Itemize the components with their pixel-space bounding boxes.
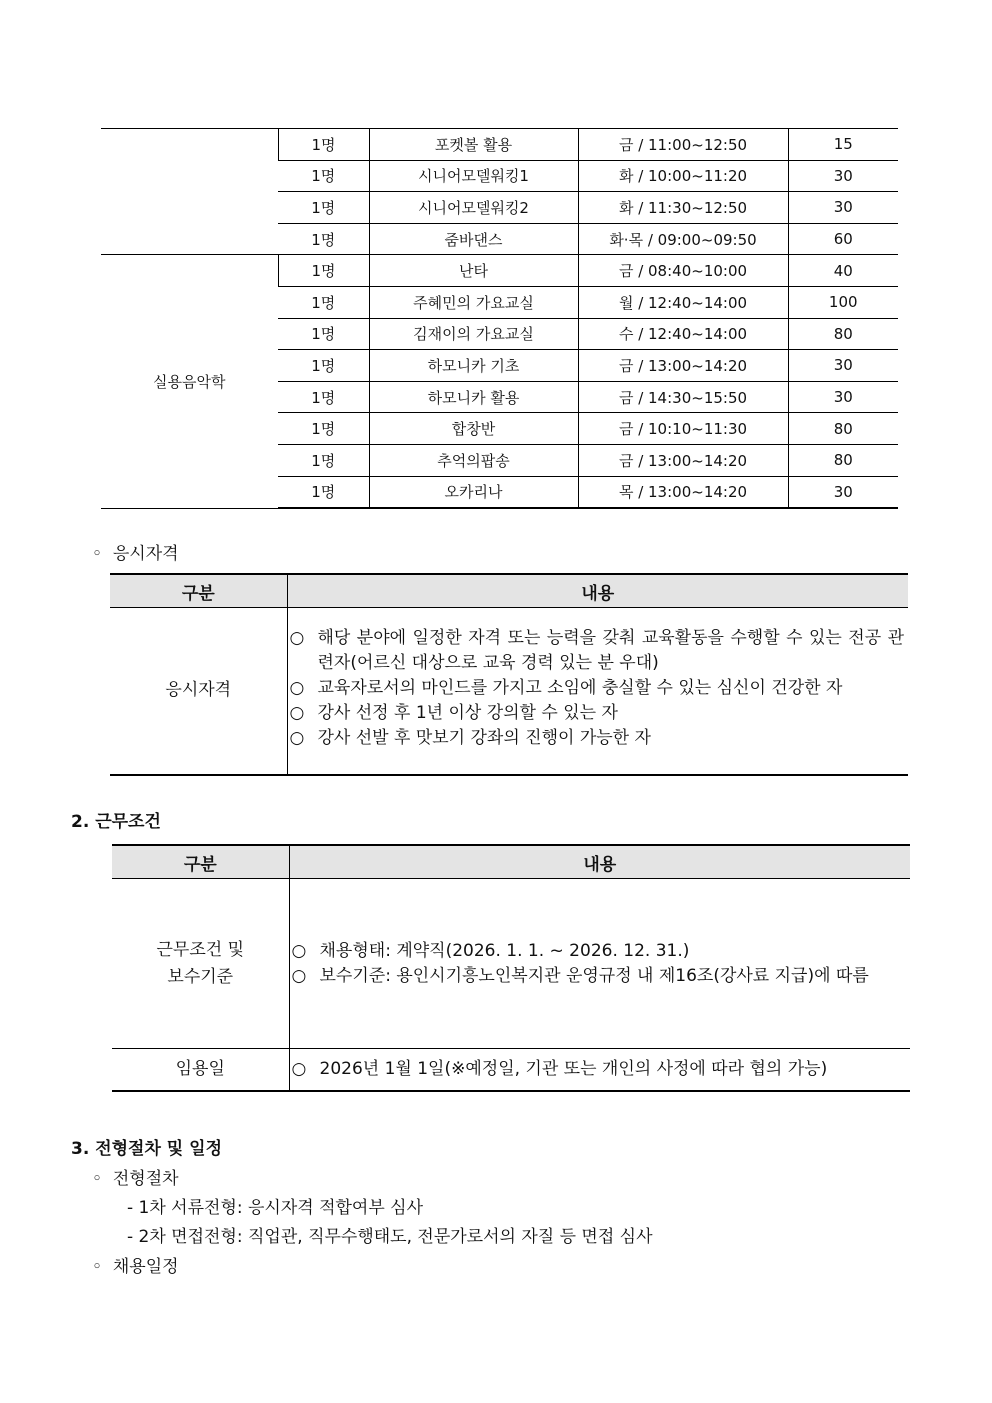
course-cell: 합창반 xyxy=(369,413,578,445)
col-content-header: 내용 xyxy=(289,845,910,879)
schedule-cell: 금 / 11:00~12:50 xyxy=(578,129,788,161)
category-cell-empty xyxy=(101,129,278,255)
working-item-text: 채용형태: 계약직(2026. 1. 1. ~ 2026. 12. 31.) xyxy=(319,940,690,961)
working-table xyxy=(112,844,910,1092)
circle-mark: ○ xyxy=(291,1058,307,1079)
count-cell: 1명 xyxy=(278,160,369,192)
count-cell: 1명 xyxy=(278,255,369,287)
schedule-cell: 월 / 12:40~14:00 xyxy=(578,286,788,318)
circle-mark: ○ xyxy=(291,965,307,986)
schedule-cell: 금 / 08:40~10:00 xyxy=(578,255,788,287)
schedule-cell: 금 / 13:00~14:20 xyxy=(578,444,788,476)
qualification-item xyxy=(290,726,909,751)
course-cell: 하모니카 기초 xyxy=(369,350,578,382)
working-item-text: 보수기준: 용인시기흥노인복지관 운영규정 내 제16조(강사료 지급)에 따름 xyxy=(319,965,869,986)
course-cell: 추억의팝송 xyxy=(369,444,578,476)
qualification-row-label: 응시자격 xyxy=(110,608,287,775)
qualification-item-text: 해당 분야에 일정한 자격 또는 능력을 갖춰 교육활동을 수행할 수 있는 전공 관련자(어르신 대상으로 교육 경력 있는 분 우대) xyxy=(317,628,904,674)
qualification-heading-text: 응시자격 xyxy=(112,544,179,564)
course-row xyxy=(101,129,898,161)
course-cell: 난타 xyxy=(369,255,578,287)
bullet-mark: ◦ xyxy=(92,1257,103,1277)
count-cell: 1명 xyxy=(278,350,369,382)
category-cell: 실용음악학 xyxy=(101,255,278,508)
procedure-heading-text: 전형절차 xyxy=(112,1169,179,1189)
bullet-mark: ◦ xyxy=(92,544,103,564)
procedure-step: - 1차 서류전형: 응시자격 적합여부 심사 xyxy=(127,1198,424,1218)
capacity-cell: 80 xyxy=(788,444,898,476)
course-table-body xyxy=(101,129,898,509)
working-row-label xyxy=(112,879,289,1049)
qualification-item-text: 강사 선발 후 맛보기 강좌의 진행이 가능한 자 xyxy=(317,728,651,749)
course-cell: 김재이의 가요교실 xyxy=(369,318,578,350)
count-cell: 1명 xyxy=(278,223,369,255)
count-cell: 1명 xyxy=(278,192,369,224)
count-cell: 1명 xyxy=(278,318,369,350)
capacity-cell: 30 xyxy=(788,381,898,413)
qualification-item-text: 교육자로서의 마인드를 가지고 소임에 충실할 수 있는 심신이 건강한 자 xyxy=(317,678,843,699)
course-cell: 주혜민의 가요교실 xyxy=(369,286,578,318)
col-category-header: 구분 xyxy=(110,574,287,608)
qualification-heading xyxy=(92,539,179,564)
capacity-cell: 30 xyxy=(788,476,898,508)
process-section-title: 3. 전형절차 및 일정 xyxy=(71,1139,222,1159)
capacity-cell: 15 xyxy=(788,129,898,161)
capacity-cell: 40 xyxy=(788,255,898,287)
qualification-table xyxy=(110,573,908,776)
capacity-cell: 30 xyxy=(788,192,898,224)
course-cell: 포켓볼 활용 xyxy=(369,129,578,161)
count-cell: 1명 xyxy=(278,286,369,318)
course-cell: 하모니카 활용 xyxy=(369,381,578,413)
schedule-cell: 화 / 11:30~12:50 xyxy=(578,192,788,224)
label-line: 근무조건 및 xyxy=(156,939,244,960)
count-cell: 1명 xyxy=(278,381,369,413)
appointment-item xyxy=(289,1049,910,1091)
procedure-heading xyxy=(92,1164,179,1189)
course-row xyxy=(101,255,898,287)
circle-mark: ○ xyxy=(289,703,305,724)
schedule-cell: 화·목 / 09:00~09:50 xyxy=(578,223,788,255)
col-content-header: 내용 xyxy=(287,574,908,608)
capacity-cell: 30 xyxy=(788,350,898,382)
schedule-cell: 금 / 14:30~15:50 xyxy=(578,381,788,413)
count-cell: 1명 xyxy=(278,413,369,445)
circle-mark: ○ xyxy=(291,940,307,961)
qualification-item xyxy=(290,626,909,676)
schedule-cell: 수 / 12:40~14:00 xyxy=(578,318,788,350)
count-cell: 1명 xyxy=(278,129,369,161)
label-line: 보수기준 xyxy=(167,966,234,987)
col-category-header: 구분 xyxy=(112,845,289,879)
working-item xyxy=(292,939,911,964)
working-section-title: 2. 근무조건 xyxy=(71,812,161,832)
qualification-items xyxy=(287,608,908,775)
procedure-step: - 2차 면접전형: 직업관, 직무수행태도, 전문가로서의 자질 등 면접 심사 xyxy=(127,1227,653,1247)
qualification-item xyxy=(290,701,909,726)
working-item xyxy=(292,964,911,989)
schedule-cell: 금 / 10:10~11:30 xyxy=(578,413,788,445)
course-cell: 오카리나 xyxy=(369,476,578,508)
qualification-item xyxy=(290,676,909,701)
capacity-cell: 100 xyxy=(788,286,898,318)
course-cell: 시니어모델워킹1 xyxy=(369,160,578,192)
circle-mark: ○ xyxy=(289,678,305,699)
bullet-mark: ◦ xyxy=(92,1169,103,1189)
capacity-cell: 80 xyxy=(788,318,898,350)
capacity-cell: 60 xyxy=(788,223,898,255)
course-cell: 줌바댄스 xyxy=(369,223,578,255)
course-cell: 시니어모델워킹2 xyxy=(369,192,578,224)
appointment-text: 2026년 1월 1일(※예정일, 기관 또는 개인의 사정에 따라 협의 가능) xyxy=(319,1058,828,1079)
schedule-cell: 화 / 10:00~11:20 xyxy=(578,160,788,192)
circle-mark: ○ xyxy=(289,728,305,749)
schedule-cell: 금 / 13:00~14:20 xyxy=(578,350,788,382)
schedule-heading xyxy=(92,1252,179,1277)
capacity-cell: 80 xyxy=(788,413,898,445)
schedule-heading-text: 채용일정 xyxy=(112,1257,179,1277)
appointment-row-label: 임용일 xyxy=(112,1049,289,1091)
working-items xyxy=(289,879,910,1049)
capacity-cell: 30 xyxy=(788,160,898,192)
count-cell: 1명 xyxy=(278,444,369,476)
count-cell: 1명 xyxy=(278,476,369,508)
course-table xyxy=(101,128,898,509)
schedule-cell: 목 / 13:00~14:20 xyxy=(578,476,788,508)
qualification-item-text: 강사 선정 후 1년 이상 강의할 수 있는 자 xyxy=(317,703,618,724)
circle-mark: ○ xyxy=(289,628,305,649)
